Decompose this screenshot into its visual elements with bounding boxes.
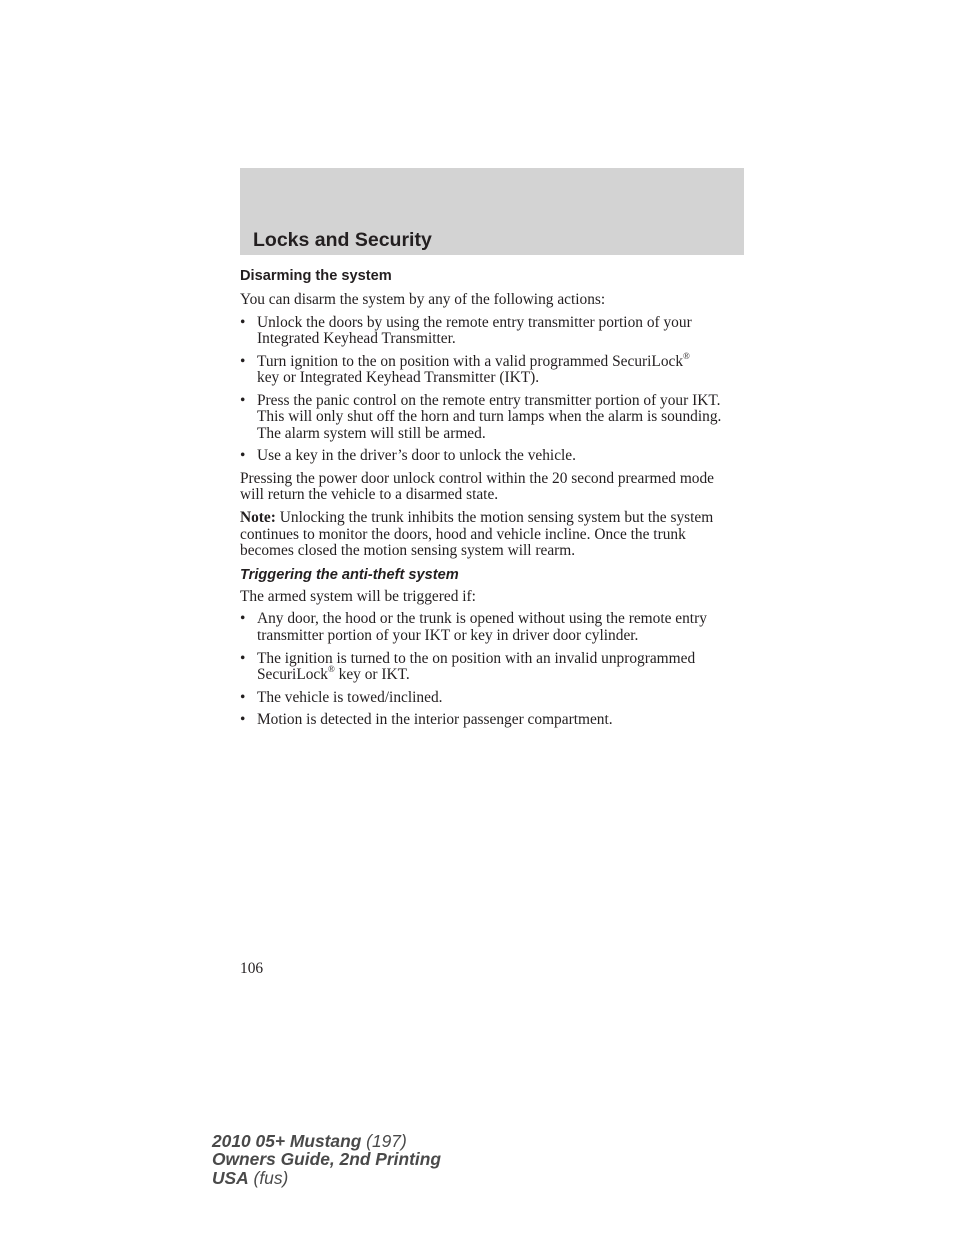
footer-edition: Owners Guide, 2nd Printing (212, 1149, 441, 1170)
trigger-intro: The armed system will be triggered if: (240, 587, 476, 605)
note-text: Unlocking the trunk inhibits the motion sensing system but the system continues to monitor the doors, hood and vehicle incline. Once the trunk becomes closed the motion sensing system will rearm. (240, 509, 714, 559)
bullet-text: The vehicle is towed/inclined. (257, 688, 443, 706)
list-item (240, 448, 740, 464)
list-item (240, 350, 740, 387)
section-heading-disarming: Disarming the system (240, 268, 392, 284)
bullet-icon: • (240, 391, 246, 409)
chapter-title: Locks and Security (253, 229, 432, 251)
bullet-text: The ignition is turned to the on position with an invalid unprogrammed SecuriLock (257, 649, 696, 683)
list-item (240, 690, 740, 706)
footer-market-code: (fus) (248, 1167, 289, 1188)
list-item (240, 393, 740, 442)
footer-market: USA (212, 1167, 249, 1188)
bullet-icon: • (240, 447, 246, 465)
trigger-bullet-list (240, 611, 740, 728)
footer-model-code: (197) (361, 1131, 407, 1151)
bullet-text: Any door, the hood or the trunk is opened without using the remote entry transmitter portion of your IKT or key in driver door cylinder. (257, 610, 707, 644)
footer-line-edition (212, 1150, 441, 1168)
bullet-icon: • (240, 610, 246, 628)
page-number: 106 (240, 960, 264, 977)
print-footer (212, 1132, 441, 1187)
list-item (240, 712, 740, 728)
bullet-icon: • (240, 649, 246, 667)
list-item (240, 611, 740, 644)
disarm-bullet-list (240, 315, 740, 465)
footer-line-model (212, 1132, 441, 1150)
bullet-icon: • (240, 711, 246, 729)
prearmed-paragraph: Pressing the power door unlock control within the 20 second prearmed mode will return the vehicle to a disarmed state. (240, 470, 715, 504)
disarm-intro: You can disarm the system by any of the following actions: (240, 291, 606, 308)
note-paragraph (240, 510, 740, 559)
bullet-text: Turn ignition to the on position with a valid programmed SecuriLock (257, 352, 684, 370)
bullet-icon: • (240, 352, 246, 370)
bullet-text-continued: key or Integrated Keyhead Transmitter (IKT). (257, 369, 540, 387)
registered-mark: ® (327, 663, 335, 674)
list-item (240, 315, 740, 348)
note-label: Note: (240, 509, 276, 527)
section-heading-triggering: Triggering the anti-theft system (240, 566, 459, 583)
list-item (240, 651, 740, 684)
bullet-text: Unlock the doors by using the remote entry transmitter portion of your Integrated Keyhead Transmitter. (257, 313, 692, 348)
registered-mark: ® (683, 350, 690, 361)
footer-line-market (212, 1169, 441, 1187)
bullet-text-continued: key or IKT. (334, 665, 410, 683)
footer-model-name: 2010 05+ Mustang (212, 1131, 362, 1151)
bullet-text: Press the panic control on the remote entry transmitter portion of your IKT. This will only shut off the horn and turn lamps when the alarm is sounding. The alarm system will still be armed. (257, 391, 722, 442)
bullet-icon: • (240, 313, 246, 331)
bullet-text: Use a key in the driver’s door to unlock the vehicle. (257, 447, 576, 465)
page-content (240, 267, 740, 735)
bullet-text: Motion is detected in the interior passenger compartment. (257, 711, 613, 729)
chapter-header-band (240, 168, 744, 255)
bullet-icon: • (240, 688, 246, 706)
